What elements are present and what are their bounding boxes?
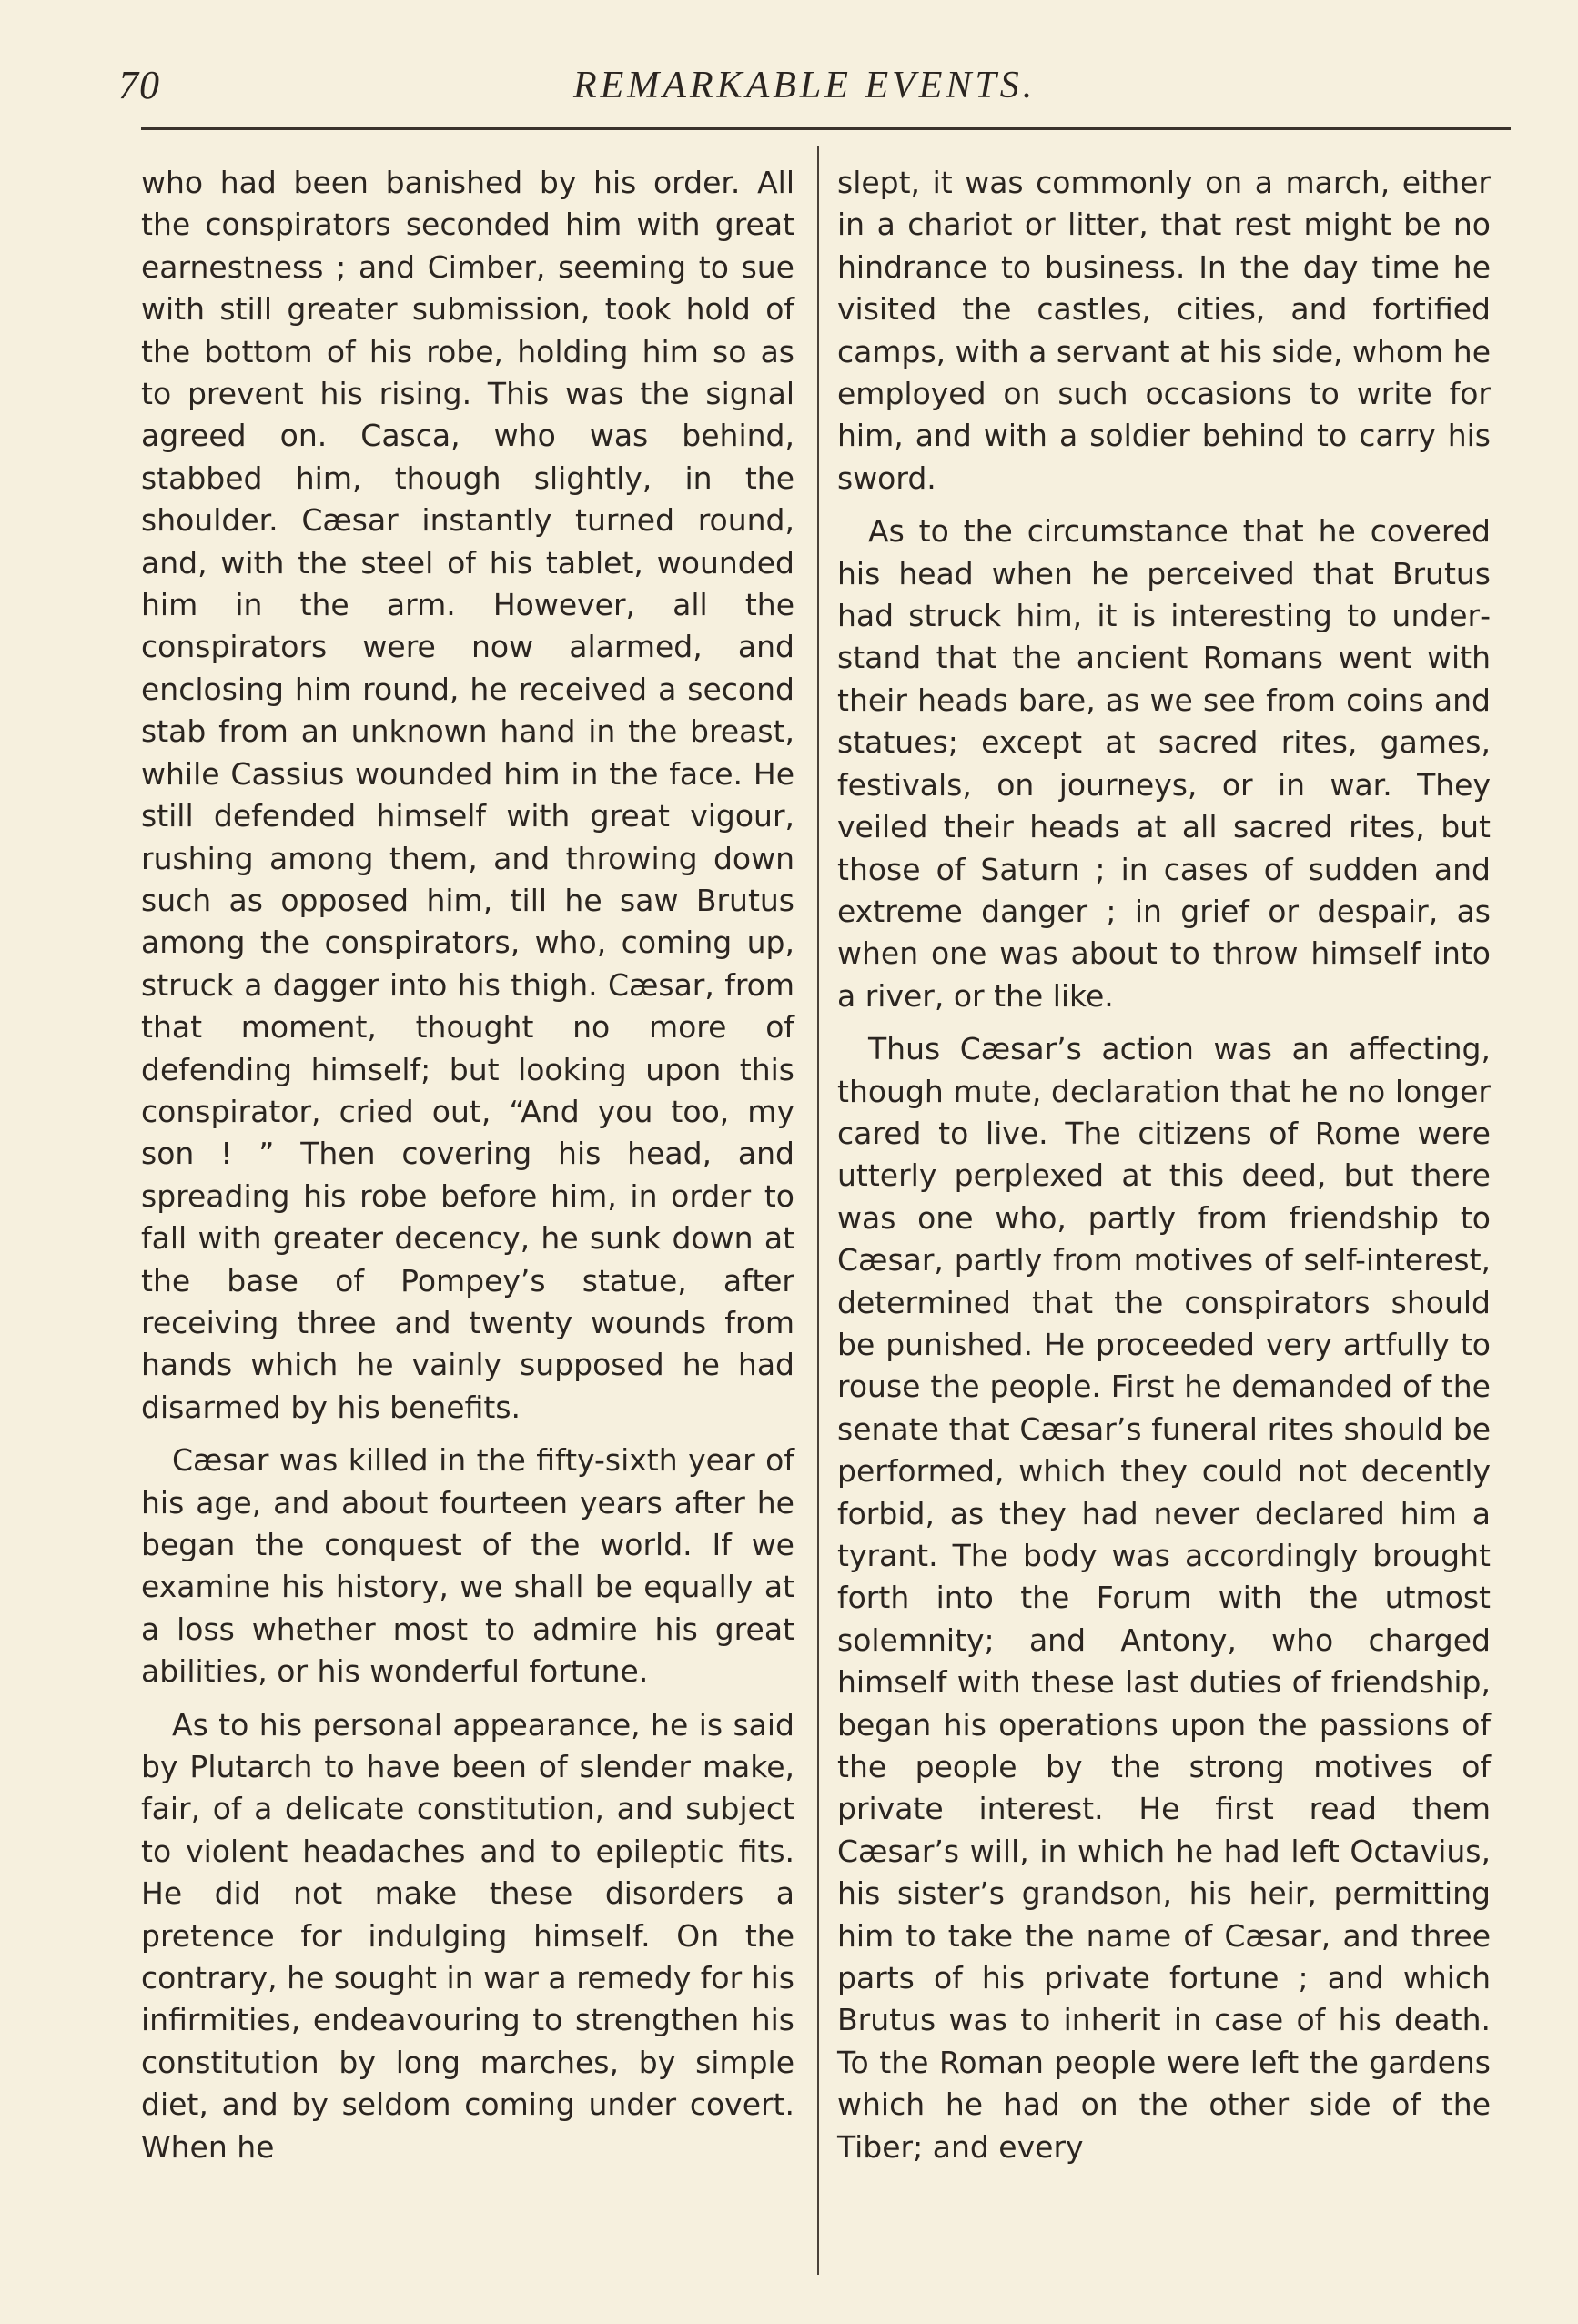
page-header <box>118 62 1520 126</box>
running-title: REMARKABLE EVENTS. <box>573 65 1037 106</box>
paragraph: slept, it was commonly on a march, either in a chariot or litter, that rest might be no hindrance to business. In the day time he visited the castles, cities, and fortified camps, with a servant at his side, whom he employed on such occasions to write for him, and with a soldier behind to carry his sword. <box>837 165 1491 496</box>
page-number: 70 <box>118 63 160 107</box>
right-column <box>837 162 1491 2179</box>
paragraph: Thus Cæsar’s action was an affecting, though mute, declaration that he no longer cared to live. The citizens of Rome were utterly perplexed at this deed, but there was one who, partly from friendship to Cæsar, partly from motives of self-interest, determined that the conspirators should be punished. He proceeded very artfully to rouse the people. First he demanded of the senate that Cæsar’s funeral rites should be performed, which they could not decently forbid, as they had never declared him a tyrant. The body was accordingly brought forth into the Forum with the utmost solemnity; and Antony, who charged himself with these last duties of friendship, began his operations upon the passions of the people by the strong motives of private interest. He first read them Cæsar’s will, in which he had left Octavius, his sister’s grandson, his heir, permitting him to take the name of Cæsar, and three parts of his private fortune ; and which Brutus was to inherit in case of his death. To the Roman people were left the gardens which he had on the other side of the Tiber; and every <box>837 1031 1491 2165</box>
header-rule <box>141 127 1511 130</box>
paragraph: who had been banished by his order. All the conspirators seconded him with great earnestness ; and Cimber, seeming to sue with still greater submission, took hold of the bottom of his robe, holding him so as to prevent his rising. This was the signal agreed on. Casca, who was behind, stabbed him, though slightly, in the shoulder. Cæsar instantly turned round, and, with the steel of his tablet, wounded him in the arm. However, all the conspirators were now alarmed, and enclosing him round, he received a second stab from an unknown hand in the breast, while Cassius wounded him in the face. He still defended himself with great vigour, rushing among them, and throwing down such as opposed him, till he saw Brutus among the conspirators, who, coming up, struck a dagger into his thigh. Cæsar, from that moment, thought no more of defending himself; but looking upon this conspirator, cried out, “And you too, my son ! ” Then covering his head, and spreading his robe before him, in order to fall with greater decency, he sunk down at the base of Pompey’s statue, after receiving three and twenty wounds from hands which he vainly supposed he had disarmed by his benefits. <box>141 165 794 1425</box>
column-divider <box>817 146 819 2275</box>
paragraph: As to the circumstance that he covered his head when he perceived that Brutus had struck him, it is interesting to understand that the ancient Romans went with their heads bare, as we see from coins and statues; except at sacred rites, games, festivals, on journeys, or in war. They veiled their heads at all sacred rites, but those of Saturn ; in cases of sudden and extreme danger ; in grief or despair, as when one was about to throw himself into a river, or the like. <box>837 513 1491 1014</box>
left-column <box>141 162 794 2179</box>
paragraph: As to his personal appearance, he is said by Plutarch to have been of slender make, fair, of a delicate constitution, and subject to violent headaches and to epileptic fits. He did not make these disorders a pretence for indulging himself. On the contrary, he sought in war a remedy for his infirmities, endeavouring to strengthen his constitution by long marches, by simple diet, and by seldom coming under covert. When he <box>141 1706 794 2165</box>
paragraph: Cæsar was killed in the fifty-sixth year of his age, and about fourteen years after he began the conquest of the world. If we examine his history, we shall be equally at a loss whether most to admire his great abilities, or his wonderful fortune. <box>141 1442 794 1690</box>
